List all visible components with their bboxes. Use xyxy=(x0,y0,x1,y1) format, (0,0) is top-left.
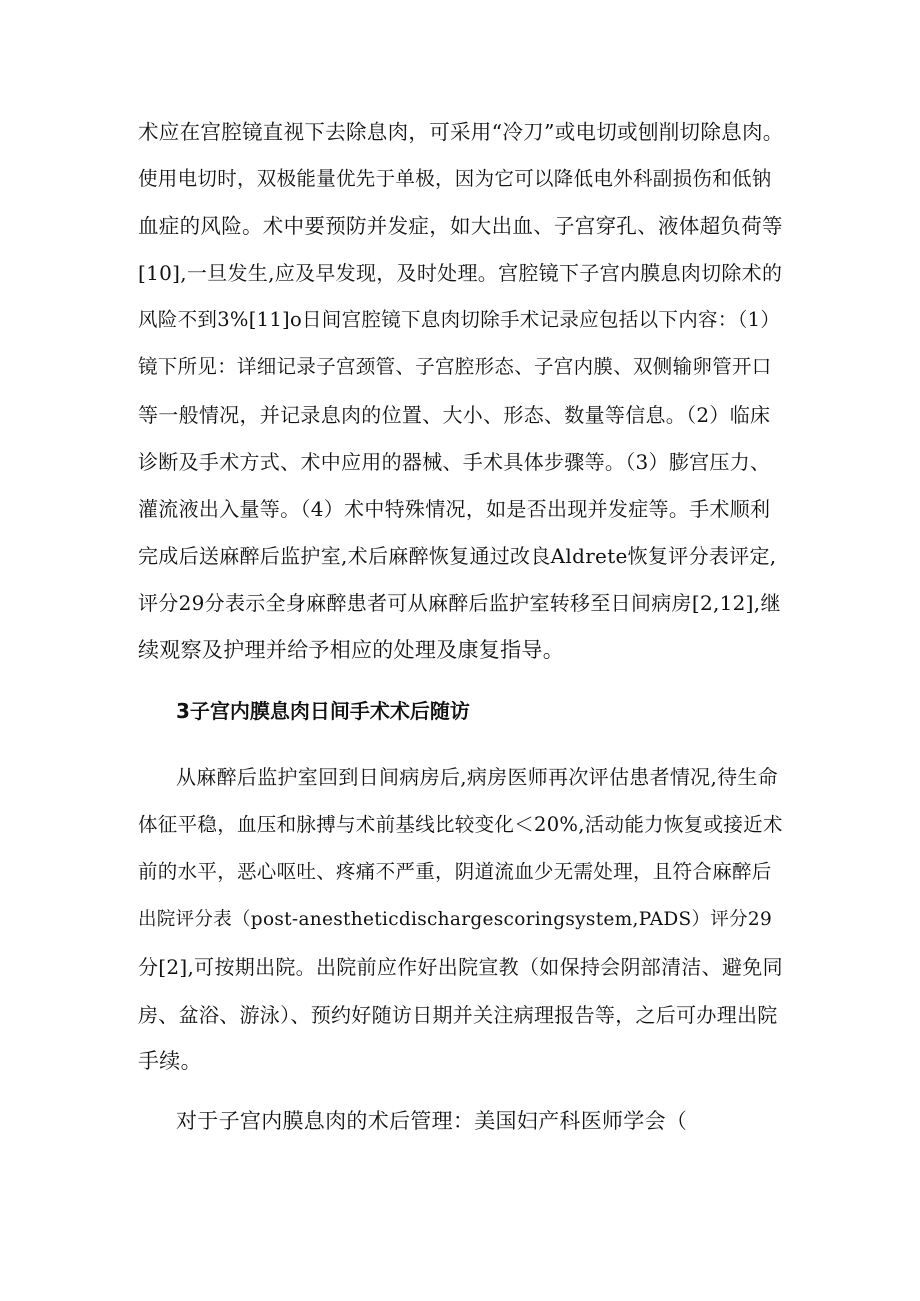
text-line: 房、盆浴、游泳）、预约好随访日期并关注病理报告等，之后可办理出院 xyxy=(138,1003,778,1027)
text-line: [10],一旦发生,应及早发现，及时处理。宫腔镜下子宫内膜息肉切除术的 xyxy=(138,261,783,285)
text-line: 从麻醉后监护室回到日间病房后,病房医师再次评估患者情况,待生命 xyxy=(176,765,779,789)
text-line: 对于子宫内膜息肉的术后管理：美国妇产科医师学会（ xyxy=(176,1109,688,1133)
text-line: 使用电切时，双极能量优先于单极，因为它可以降低电外科副损伤和低钠 xyxy=(138,167,772,190)
text-line: 出院评分表（post-anestheticdischargescoringsystem,PADS）评分29 xyxy=(138,909,773,930)
text-line: 评分29分表示全身麻醉患者可从麻醉后监护室转移至日间病房[2,12],继 xyxy=(138,591,781,615)
text-line: 完成后送麻醉后监护室,术后麻醉恢复通过改良Aldrete恢复评分表评定, xyxy=(138,544,777,568)
text-line: 镜下所见：详细记录子宫颈管、子宫腔形态、子宫内膜、双侧输卵管开口 xyxy=(138,355,772,378)
text-line: 等一般情况，并记录息肉的位置、大小、形态、数量等信息。（2）临床 xyxy=(138,403,771,427)
text-line: 术应在宫腔镜直视下去除息肉，可采用“冷刀”或电切或刨削切除息肉。 xyxy=(138,120,784,144)
text-line: 血症的风险。术中要预防并发症，如大出血、子宫穿孔、液体超负荷等 xyxy=(138,214,783,238)
text-line: 体征平稳，血压和脉搏与术前基线比较变化＜20%,活动能力恢复或接近术 xyxy=(138,813,783,836)
section-heading: 3子宫内膜息肉日间手术术后随访 xyxy=(176,699,470,723)
text-line: 诊断及手术方式、术中应用的器械、手术具体步骤等。（3）膨宫压力、 xyxy=(138,450,771,474)
text-line: 前的水平，恶心呕吐、疼痛不严重，阴道流血少无需处理，且符合麻醉后 xyxy=(138,860,772,883)
text-line: 续观察及护理并给予相应的处理及康复指导。 xyxy=(138,638,564,662)
text-line: 风险不到3%[11]o日间宫腔镜下息肉切除手术记录应包括以下内容：（1） xyxy=(138,308,781,331)
text-line: 手续。 xyxy=(138,1049,202,1073)
text-line: 灌流液出入量等。（4）术中特殊情况，如是否出现并发症等。手术顺利 xyxy=(138,497,771,521)
text-line: 分[2],可按期出院。出院前应作好出院宣教（如保持会阴部清洁、避免同 xyxy=(138,955,783,979)
